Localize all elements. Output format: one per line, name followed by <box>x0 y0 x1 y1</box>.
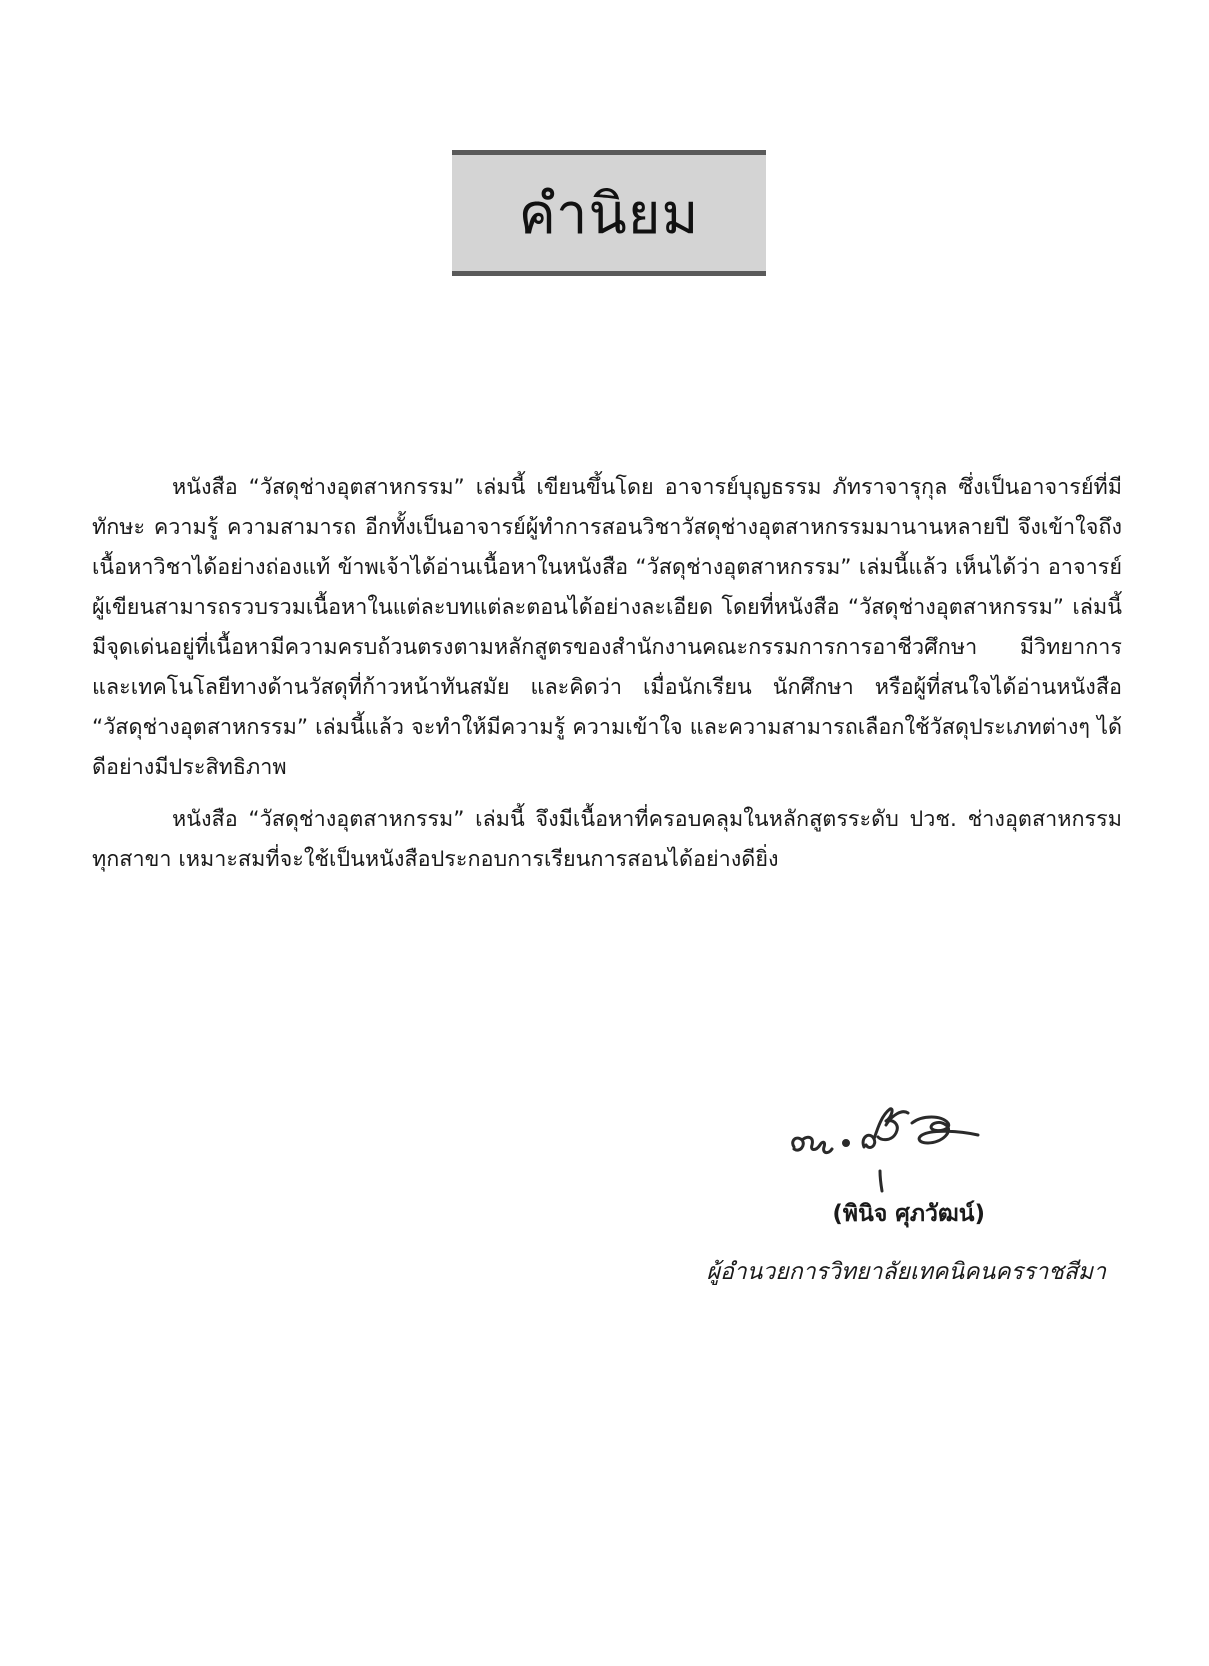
handwritten-signature <box>782 1085 1002 1195</box>
foreword-body <box>92 468 1122 892</box>
signer-position: ผู้อำนวยการวิทยาลัยเทคนิคนครราชสีมา <box>706 1259 1106 1285</box>
signer-name: (พินิจ ศุภวัฒน์) <box>832 1201 985 1227</box>
paragraph-2: หนังสือ “วัสดุช่างอุตสาหกรรม” เล่มนี้ จึงมีเนื้อหาที่ครอบคลุมในหลักสูตรระดับ ปวช. ช่างอุตสาหกรรมทุกสาขา เหมาะสมที่จะใช้เป็นหนังสือประกอบการเรียนการสอนได้อย่างดียิ่ง <box>92 807 1122 872</box>
paragraph-1: หนังสือ “วัสดุช่างอุตสาหกรรม” เล่มนี้ เขียนขึ้นโดย อาจารย์บุญธรรม ภัทราจารุกุล ซึ่งเป็นอาจารย์ที่มีทักษะ ความรู้ ความสามารถ อีกทั้งเป็นอาจารย์ผู้ทำการสอนวิชาวัสดุช่างอุตสาหกรรมมานานหลายปี จึงเข้าใจถึงเนื้อหาวิชาได้อย่างถ่องแท้ ข้าพเจ้าได้อ่านเนื้อหาในหนังสือ “วัสดุช่างอุตสาหกรรม” เล่มนี้แล้ว เห็นได้ว่า อาจารย์ผู้เขียนสามารถรวบรวมเนื้อหาในแต่ละบทแต่ละตอนได้อย่างละเอียด โดยที่หนังสือ “วัสดุช่างอุตสาหกรรม” เล่มนี้ มีจุดเด่นอยู่ที่เนื้อหามีความครบถ้วนตรงตามหลักสูตรของสำนักงานคณะกรรมการการอาชีวศึกษา มีวิทยาการและเทคโนโลยีทางด้านวัสดุที่ก้าวหน้าทันสมัย และคิดว่า เมื่อนักเรียน นักศึกษา หรือผู้ที่สนใจได้อ่านหนังสือ “วัสดุช่างอุตสาหกรรม” เล่มนี้แล้ว จะทำให้มีความรู้ ความเข้าใจ และความสามารถเลือกใช้วัสดุประเภทต่างๆ ได้ดีอย่างมีประสิทธิภาพ <box>92 475 1122 780</box>
heading-box <box>452 150 766 276</box>
page-heading: คำนิยม <box>518 181 700 247</box>
